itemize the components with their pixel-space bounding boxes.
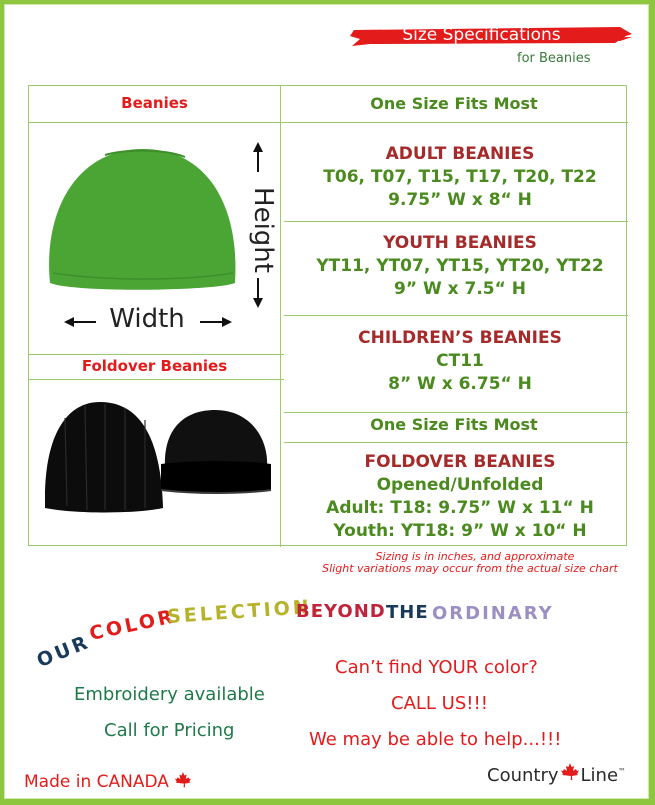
width-label: Width xyxy=(109,304,185,334)
made-in-canada xyxy=(24,771,192,792)
green-beanie-image xyxy=(45,143,245,293)
youth-codes: YT11, YT07, YT15, YT20, YT22 xyxy=(316,256,604,276)
children-title: CHILDREN’S BEANIES xyxy=(358,328,562,348)
adult-codes: T06, T07, T15, T17, T20, T22 xyxy=(323,167,597,187)
adult-title: ADULT BEANIES xyxy=(385,144,535,164)
youth-size: 9” W x 7.5“ H xyxy=(394,279,526,299)
page-title: Size Specifications xyxy=(402,25,561,45)
foldover-adult: Adult: T18: 9.75” W x 11“ H xyxy=(326,498,594,518)
maple-leaf-icon xyxy=(174,771,192,789)
youth-title: YOUTH BEANIES xyxy=(383,233,537,253)
slogan-the: THE xyxy=(386,602,429,623)
slogan-our: OUR xyxy=(33,630,94,672)
help-text: We may be able to help...!!! xyxy=(309,729,562,750)
foldover-subtitle: Opened/Unfolded xyxy=(376,475,544,495)
black-beanies-image xyxy=(45,398,277,518)
slogan-selection: SELECTION, xyxy=(166,595,323,628)
children-codes: CT11 xyxy=(436,351,484,371)
beanies-header: Beanies xyxy=(121,94,188,112)
adult-size: 9.75” W x 8“ H xyxy=(388,190,532,210)
pricing-text: Call for Pricing xyxy=(104,720,235,741)
foldover-title: FOLDOVER BEANIES xyxy=(364,452,556,472)
foldover-label: Foldover Beanies xyxy=(81,357,228,375)
height-label: Height xyxy=(248,187,278,273)
one-size-header: One Size Fits Most xyxy=(370,94,538,113)
slogan-ordinary: ORDINARY xyxy=(432,603,554,624)
call-us-text: CALL US!!! xyxy=(391,693,488,714)
slogan-beyond: BEYOND xyxy=(296,601,386,622)
made-in-text: Made in CANADA xyxy=(24,772,169,792)
logo-line: Line xyxy=(580,765,619,786)
cant-find-text: Can’t find YOUR color? xyxy=(335,657,538,678)
sizing-note: Sizing is in inches, and approximate xyxy=(375,550,575,563)
logo-trademark: ™ xyxy=(618,767,627,776)
foldover-size-header: One Size Fits Most xyxy=(370,415,538,434)
country-line-logo xyxy=(487,762,626,786)
embroidery-text: Embroidery available xyxy=(74,684,265,705)
page-subtitle: for Beanies xyxy=(517,51,591,66)
foldover-youth: Youth: YT18: 9” W x 10“ H xyxy=(333,521,587,541)
variation-note: Slight variations may occur from the actual size chart xyxy=(322,562,618,575)
logo-maple-leaf-icon xyxy=(560,762,580,782)
logo-country: Country xyxy=(487,765,559,786)
slogan-color: COLOR xyxy=(87,605,178,645)
children-size: 8” W x 6.75“ H xyxy=(388,374,532,394)
